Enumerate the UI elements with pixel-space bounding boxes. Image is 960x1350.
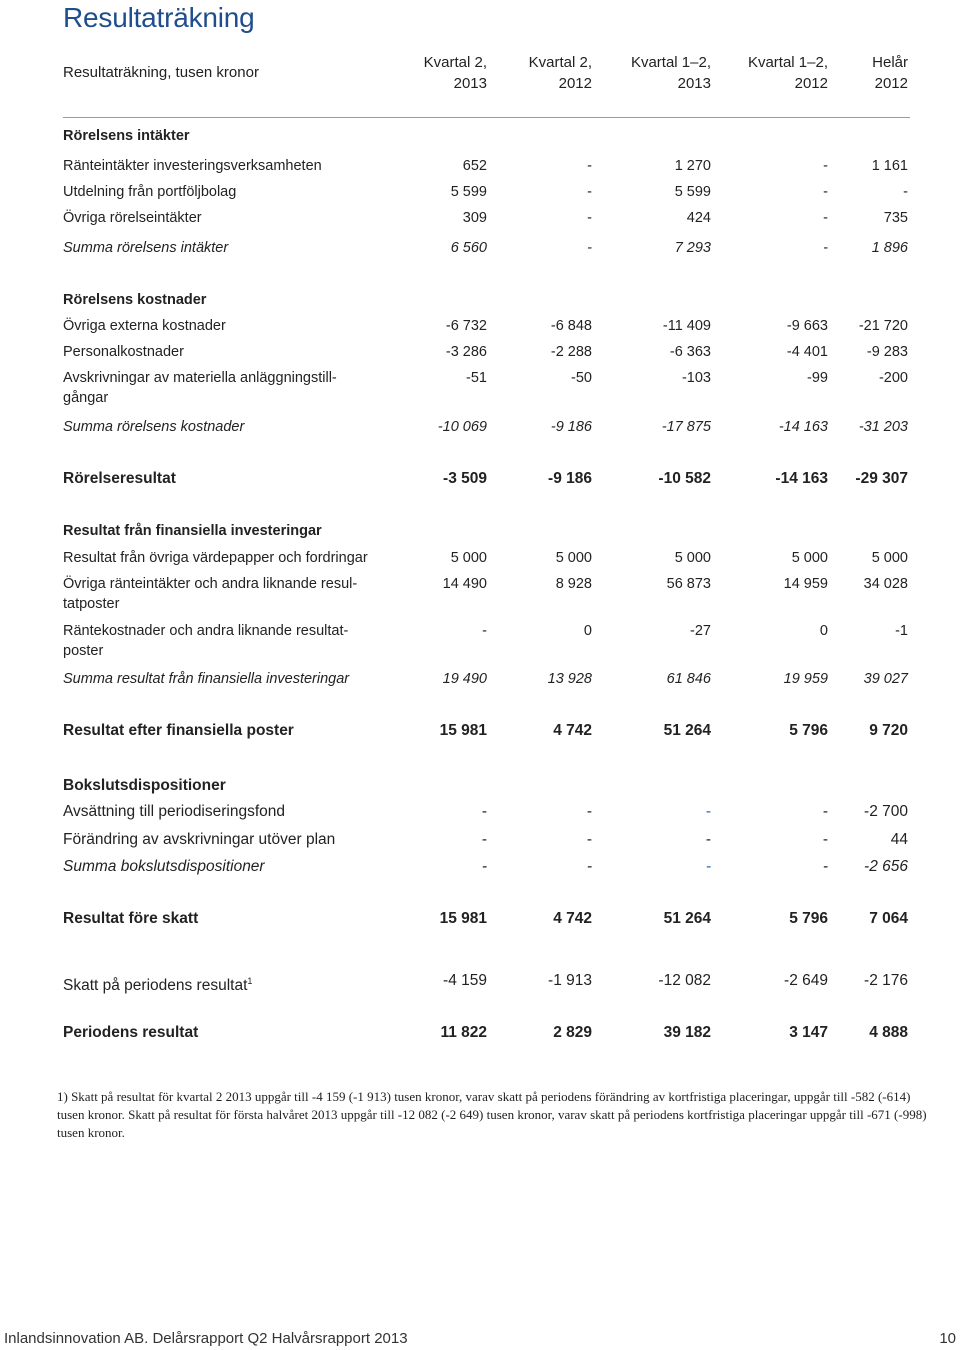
table-row: Förändring av avskrivningar utöver plan - - - - 44 bbox=[63, 831, 908, 848]
table-row: Övriga rörelseintäkter 309 - 424 - 735 bbox=[63, 210, 908, 226]
total-row: Periodens resultat 11 822 2 829 39 182 3 147 4 888 bbox=[63, 1024, 908, 1041]
section-heading: Rörelsens intäkter bbox=[63, 128, 190, 144]
table-row: Personalkostnader -3 286 -2 288 -6 363 -4 401 -9 283 bbox=[63, 344, 908, 360]
table-row: Övriga externa kostnader -6 732 -6 848 -11 409 -9 663 -21 720 bbox=[63, 318, 908, 334]
total-row: Resultat efter finansiella poster 15 981 4 742 51 264 5 796 9 720 bbox=[63, 722, 908, 739]
table-header-label: Resultaträkning, tusen kronor bbox=[63, 64, 259, 81]
column-header: Kvartal 1–2, 2012 bbox=[747, 54, 828, 92]
page-title: Resultaträkning bbox=[63, 2, 255, 33]
section-heading: Resultat från finansiella investeringar bbox=[63, 523, 322, 539]
total-row: Rörelseresultat -3 509 -9 186 -10 582 -14 163 -29 307 bbox=[63, 470, 908, 487]
table-row: Övriga ränteintäkter och andra liknande resul- tatposter 14 490 8 928 56 873 14 959 34 028 bbox=[63, 576, 908, 612]
page-number: 10 bbox=[939, 1330, 956, 1347]
table-row: Utdelning från portföljbolag 5 599 - 5 599 - - bbox=[63, 184, 908, 200]
column-header: Helår 2012 bbox=[872, 54, 908, 92]
table-row: Skatt på periodens resultat$^1$ -4 159 -1 913 -12 082 -2 649 -2 176 bbox=[63, 972, 908, 994]
footnote: 1) Skatt på resultat för kvartal 2 2013 uppgår till -4 159 (-1 913) tusen kronor, varav skatt på periodens förändring av kortfristiga placeringar, uppgår till -582 (-614) tusen kronor. Skatt på resultat för första halvåret 2013 uppgår till -12 082 (-2 649) tusen kronor, varav skatt på periodens kortfristiga placeringar uppgår till -671 (-998) tusen kronor. bbox=[57, 1089, 927, 1140]
column-header: Kvartal 2, 2013 bbox=[423, 54, 487, 92]
table-row: Resultat från övriga värdepapper och fordringar 5 000 5 000 5 000 5 000 5 000 bbox=[63, 550, 908, 566]
subtotal-row: Summa bokslutsdispositioner - - - - -2 656 bbox=[63, 858, 908, 875]
table-row: Ränteintäkter investeringsverksamheten 652 - 1 270 - 1 161 bbox=[63, 158, 908, 174]
column-header: Kvartal 2, 2012 bbox=[528, 54, 592, 92]
subtotal-row: Summa rörelsens kostnader -10 069 -9 186 -17 875 -14 163 -31 203 bbox=[63, 419, 908, 435]
subtotal-row: Summa resultat från finansiella investeringar 19 490 13 928 61 846 19 959 39 027 bbox=[63, 671, 908, 687]
subtotal-row: Summa rörelsens intäkter 6 560 - 7 293 - 1 896 bbox=[63, 240, 908, 256]
header-divider bbox=[63, 117, 910, 118]
section-heading: Rörelsens kostnader bbox=[63, 292, 207, 308]
column-header: Kvartal 1–2, 2013 bbox=[630, 54, 711, 92]
total-row: Resultat före skatt 15 981 4 742 51 264 5 796 7 064 bbox=[63, 910, 908, 927]
footer-text: Inlandsinnovation AB. Delårsrapport Q2 Halvårsrapport 2013 bbox=[4, 1330, 408, 1347]
table-row: Avsättning till periodiseringsfond - - - - -2 700 bbox=[63, 803, 908, 820]
section-heading: Bokslutsdispositioner bbox=[63, 777, 226, 794]
table-row: Räntekostnader och andra liknande resultat- poster - 0 -27 0 -1 bbox=[63, 623, 908, 659]
table-row: Avskrivningar av materiella anläggningstill- gångar -51 -50 -103 -99 -200 bbox=[63, 370, 908, 406]
